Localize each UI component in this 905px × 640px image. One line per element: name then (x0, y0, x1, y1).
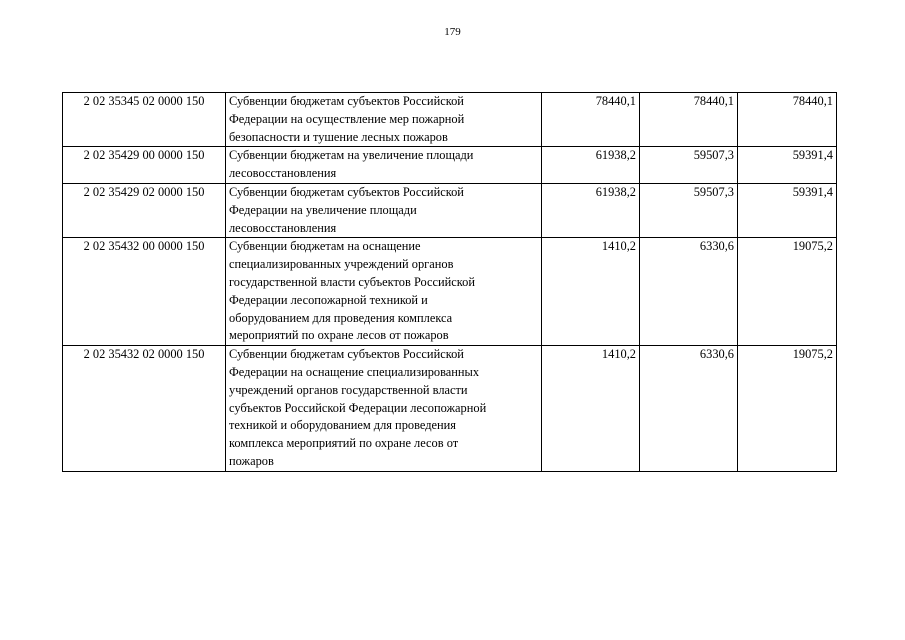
amount-year-2-cell: 59507,3 (640, 183, 738, 237)
income-name-line: техникой и оборудованием для проведения (229, 418, 456, 433)
income-name-line: Субвенции бюджетам на оснащение (229, 239, 421, 254)
income-name-line: лесовосстановления (229, 166, 337, 181)
income-name-line: безопасности и тушение лесных пожаров (229, 129, 448, 144)
income-code-cell: 2 02 35432 02 0000 150 (63, 346, 226, 472)
table-row (63, 238, 837, 346)
income-name-line: комплекса мероприятий по охране лесов от (229, 436, 459, 451)
income-name-line: Федерации на увеличение площади (229, 202, 417, 217)
amount-year-3-cell: 19075,2 (738, 346, 837, 472)
amount-year-1-cell: 1410,2 (542, 238, 640, 346)
budget-table (62, 92, 837, 472)
income-name-line: субъектов Российской Федерации лесопожарной (229, 400, 487, 415)
amount-year-1-cell: 61938,2 (542, 183, 640, 237)
income-name-cell (226, 147, 542, 184)
income-name-line: лесовосстановления (229, 220, 337, 235)
amount-year-1-cell: 61938,2 (542, 147, 640, 184)
amount-year-2-cell: 6330,6 (640, 238, 738, 346)
income-name-line: Федерации на осуществление мер пожарной (229, 111, 465, 126)
amount-year-1-cell: 1410,2 (542, 346, 640, 472)
income-code-cell: 2 02 35429 00 0000 150 (63, 147, 226, 184)
income-name-cell (226, 183, 542, 237)
income-name-line: Федерации лесопожарной техникой и (229, 292, 428, 307)
income-name-line: Субвенции бюджетам субъектов Российской (229, 184, 464, 199)
income-name-line: Субвенции бюджетам субъектов Российской (229, 94, 464, 108)
income-code-cell: 2 02 35345 02 0000 150 (63, 93, 226, 147)
income-name-line: мероприятий по охране лесов от пожаров (229, 328, 449, 343)
income-name-line: Субвенции бюджетам субъектов Российской (229, 347, 464, 362)
income-code-cell: 2 02 35432 00 0000 150 (63, 238, 226, 346)
table-row (63, 147, 837, 184)
amount-year-3-cell: 59391,4 (738, 183, 837, 237)
table-row (63, 346, 837, 472)
income-name-line: учреждений органов государственной власти (229, 382, 468, 397)
income-name-cell (226, 238, 542, 346)
income-code-cell: 2 02 35429 02 0000 150 (63, 183, 226, 237)
page-number: 179 (444, 26, 461, 38)
income-name-line: Субвенции бюджетам на увеличение площади (229, 148, 474, 163)
income-name-cell (226, 346, 542, 472)
amount-year-2-cell: 59507,3 (640, 147, 738, 184)
income-name-line: специализированных учреждений органов (229, 257, 454, 272)
table-row (63, 183, 837, 237)
amount-year-3-cell: 78440,1 (738, 93, 837, 147)
table-row (63, 93, 837, 147)
income-name-line: государственной власти субъектов Российской (229, 274, 476, 289)
income-name-line: Федерации на оснащение специализированных (229, 364, 480, 379)
amount-year-1-cell: 78440,1 (542, 93, 640, 147)
amount-year-2-cell: 6330,6 (640, 346, 738, 472)
amount-year-3-cell: 19075,2 (738, 238, 837, 346)
income-name-line: пожаров (229, 453, 274, 468)
income-name-line: оборудованием для проведения комплекса (229, 310, 453, 325)
amount-year-2-cell: 78440,1 (640, 93, 738, 147)
income-name-cell (226, 93, 542, 147)
amount-year-3-cell: 59391,4 (738, 147, 837, 184)
